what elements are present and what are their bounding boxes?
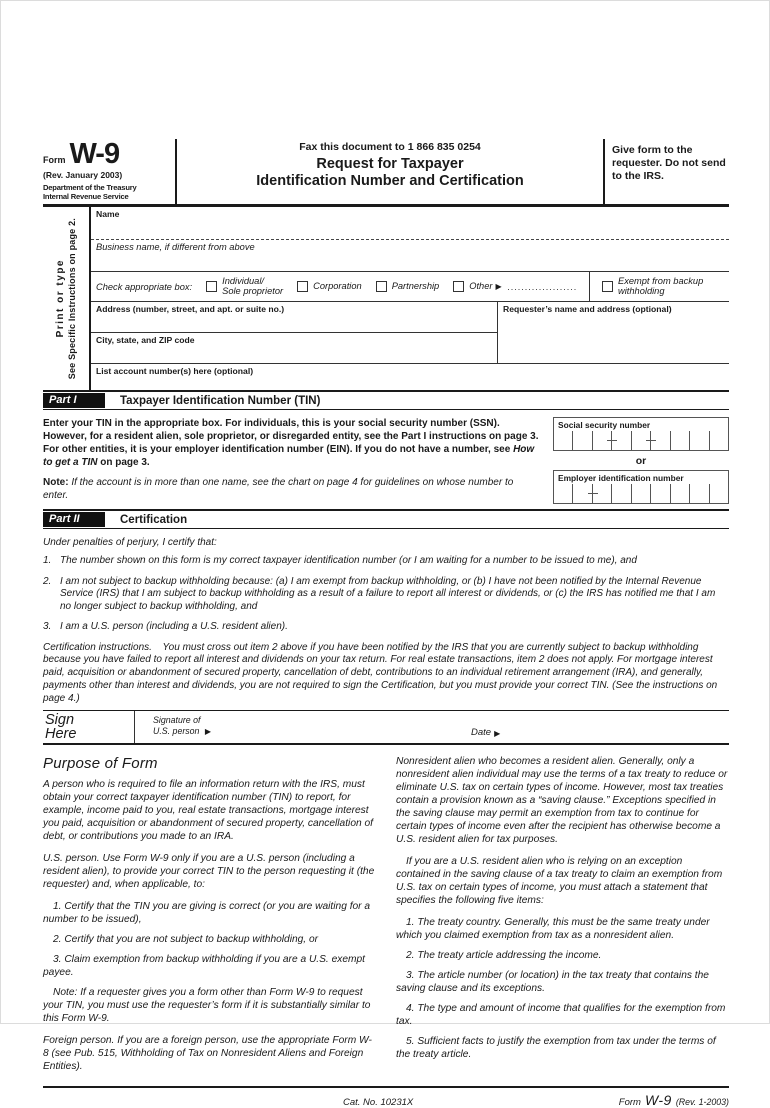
print-or-type-label: Print or type bbox=[55, 259, 66, 338]
signature-label-line2: U.S. person bbox=[153, 725, 200, 736]
ssn-digit-cell[interactable] bbox=[709, 431, 728, 450]
city-state-zip-label: City, state, and ZIP code bbox=[96, 335, 195, 345]
certification-instructions-label: Certification instructions. bbox=[43, 641, 152, 653]
left-sidebar bbox=[43, 207, 89, 390]
business-name-label: Business name, if different from above bbox=[96, 242, 255, 252]
see-instructions-label: See Specific Instructions on page 2. bbox=[67, 217, 77, 380]
tin-instructions: Enter your TIN in the appropriate box. For individuals, this is your social security number (SSN). However, for a resident alien, sole proprietor, or disregarded entity, see the Part I instructions on page 3. For other entities, it is your employer identification number (EIN). If you do not have a number, see bbox=[43, 418, 539, 455]
item-number: 1. bbox=[43, 555, 52, 566]
ein-label: Employer identification number bbox=[558, 473, 684, 483]
fax-instruction: Fax this document to 1 866 835 0254 bbox=[299, 141, 481, 153]
requester-field[interactable] bbox=[498, 302, 729, 363]
signature-label-line1: Signature of bbox=[153, 715, 201, 726]
date-field[interactable] bbox=[471, 711, 729, 743]
form-footer bbox=[43, 1086, 729, 1108]
part1-badge: Part I bbox=[43, 393, 105, 408]
agency-line: Internal Revenue Service bbox=[43, 191, 129, 201]
form-header bbox=[43, 139, 729, 207]
exempt-label: Exempt from backup withholding bbox=[618, 276, 704, 296]
ein-digit-cell[interactable] bbox=[592, 484, 611, 503]
form-body bbox=[43, 139, 729, 1108]
treaty-item-4: 4. The type and amount of income that qualifies for the exemption from tax. bbox=[396, 1003, 726, 1028]
ein-digit-cell[interactable] bbox=[650, 484, 669, 503]
footer-revision: (Rev. 1-2003) bbox=[675, 1097, 729, 1108]
exempt-backup-cell bbox=[589, 272, 729, 301]
requester-label: Requester’s name and address (optional) bbox=[503, 304, 672, 314]
ssn-digit-cell[interactable] bbox=[650, 431, 669, 450]
form-word-label: Form bbox=[43, 155, 66, 165]
item-text: I am not subject to backup withholding because: (a) I am exempt from backup withholding, or (b) I have not been notified by the Internal Revenue Service (IRS) that I am subject to backup withholding as a result of a failure to report all interest or dividends, or (c) the IRS has notified me that I am no longer subject to backup withholding, and bbox=[60, 575, 716, 612]
certification-item-1 bbox=[43, 555, 729, 568]
signature-arrow-icon: ▶ bbox=[204, 726, 212, 736]
treaty-item-2: 2. The treaty article addressing the income. bbox=[406, 950, 602, 962]
requester-note-paragraph bbox=[43, 986, 376, 1025]
sign-here-label bbox=[43, 711, 135, 743]
tin-boxes bbox=[553, 417, 729, 504]
other-label: Other bbox=[469, 280, 493, 291]
form-title-line2: Identification Number and Certification bbox=[256, 173, 524, 189]
foreign-person-label: Foreign person. bbox=[43, 1035, 115, 1047]
purpose-heading: Purpose of Form bbox=[43, 755, 158, 773]
entry-fields-section bbox=[43, 207, 729, 390]
nonresident-alien-label: Nonresident alien who becomes a resident alien. bbox=[396, 756, 616, 768]
entity-type-row bbox=[91, 272, 729, 302]
other-checkbox[interactable] bbox=[453, 281, 464, 292]
certification-instructions-text: You must cross out item 2 above if you have been notified by the IRS that you are currently subject to backup withholding because you have failed to report all interest and dividends on your tax return. For real estate transactions, item 2 does not apply. For mortgage interest paid, acquisition or abandonment of secured property, cancellation of debt, contributions to an individual retirement arrangement (IRA), and generally, payments other than interest and dividends, you are not required to sign the Certification, but you must provide your correct TIN. (See the instructions on page 4.) bbox=[43, 641, 718, 704]
check-box-instruction: Check appropriate box: bbox=[96, 281, 193, 292]
ein-digit-cell[interactable] bbox=[689, 484, 708, 503]
footer-form-id bbox=[619, 1092, 729, 1108]
how-to-get-tin-ref: How to get a TIN bbox=[43, 444, 535, 468]
field-rows bbox=[89, 207, 729, 390]
us-person-paragraph bbox=[43, 852, 376, 891]
catalog-number: Cat. No. 10231X bbox=[343, 1097, 414, 1108]
other-specify-line[interactable]: .................... bbox=[507, 281, 578, 292]
instructions-columns bbox=[43, 755, 729, 1082]
name-label: Name bbox=[96, 209, 120, 219]
account-numbers-field[interactable] bbox=[91, 364, 729, 390]
nonresident-alien-text: Generally, only a nonresident alien individual may use the terms of a tax treaty to reduce or eliminate U.S. tax on certain types of income. However, most tax treaties contain a provision known as a “saving clause.” Exceptions specified in the saving clause may permit an exemption from tax to continue for certain types of income even after the recipient has otherwise become a U.S. resident alien for tax purposes. bbox=[396, 756, 728, 846]
ein-digit-cell[interactable] bbox=[554, 484, 572, 503]
corporation-checkbox[interactable] bbox=[297, 281, 308, 292]
sign-word: Sign bbox=[45, 712, 75, 729]
individual-label-line1: Individual/ bbox=[222, 276, 264, 286]
footer-form-word: Form bbox=[618, 1097, 641, 1108]
purpose-paragraph-1: A person who is required to file an information return with the IRS, must obtain your correct taxpayer identification number (TIN) to report, for example, income paid to you, real estate transactions, mortgage interest you paid, acquisition or abandonment of secured property, cancellation of debt, or contributions you made to an IRA. bbox=[43, 779, 373, 843]
part2-badge: Part II bbox=[43, 512, 105, 527]
ssn-label: Social security number bbox=[558, 420, 651, 430]
item-text: I am a U.S. person (including a U.S. resident alien). bbox=[60, 621, 288, 632]
part1-note-text: If the account is in more than one name, see the chart on page 4 for guidelines on whose number to enter. bbox=[43, 477, 514, 501]
part2-header bbox=[43, 509, 729, 529]
ein-digit-cell[interactable] bbox=[670, 484, 689, 503]
part1-note-label: Note: bbox=[43, 477, 69, 488]
item-text: The number shown on this form is my correct taxpayer identification number (or I am waiting for a number to be issued to me), and bbox=[60, 555, 637, 566]
certification-item-2 bbox=[43, 576, 729, 614]
address-requester-block bbox=[91, 302, 729, 364]
part1-header bbox=[43, 390, 729, 410]
us-person-label: U.S. person. bbox=[43, 853, 100, 865]
or-separator: or bbox=[635, 455, 647, 467]
ssn-digit-cell[interactable] bbox=[572, 431, 591, 450]
account-numbers-label: List account number(s) here (optional) bbox=[96, 366, 254, 376]
individual-checkbox[interactable] bbox=[206, 281, 217, 292]
exempt-checkbox[interactable] bbox=[602, 281, 613, 292]
certification-item-3 bbox=[43, 621, 729, 634]
certification-instructions bbox=[43, 642, 729, 706]
corporation-label: Corporation bbox=[313, 280, 362, 291]
item-number: 3. bbox=[43, 621, 52, 632]
address-field[interactable] bbox=[91, 302, 497, 333]
individual-label-line2: Sole proprietor bbox=[222, 285, 284, 296]
purpose-item-1: 1. Certify that the TIN you are giving is correct (or you are waiting for a number to be issued), bbox=[43, 901, 371, 926]
form-title-block bbox=[177, 139, 603, 204]
treaty-item-5: 5. Sufficient facts to justify the exemption from tax under the terms of the treaty article. bbox=[396, 1036, 716, 1061]
address-label: Address (number, street, and apt. or suite no.) bbox=[96, 304, 285, 314]
requester-note-text: If a requester gives you a form other than Form W-9 to request your TIN, you must use the requester’s form if it is substantially similar to this Form W-9. bbox=[43, 987, 371, 1025]
form-id-block bbox=[43, 139, 177, 204]
department-line: Department of the Treasury bbox=[43, 183, 137, 192]
part1-title: Taxpayer Identification Number (TIN) bbox=[120, 394, 321, 407]
ein-digit-cell[interactable] bbox=[631, 484, 650, 503]
saving-clause-paragraph: If you are a U.S. resident alien who is relying on an exception contained in the saving clause of a tax treaty to claim an exemption from U.S. tax on certain types of income, you must attach a statement that specifies the following five items: bbox=[396, 856, 723, 907]
give-form-note: Give form to the requester. Do not send to the IRS. bbox=[603, 139, 729, 204]
revision-label: (Rev. January 2003) bbox=[43, 170, 123, 180]
treaty-item-3: 3. The article number (or location) in the tax treaty that contains the saving clause and its exceptions. bbox=[396, 970, 709, 995]
item-number: 2. bbox=[43, 575, 52, 587]
ssn-digit-cell[interactable] bbox=[611, 431, 630, 450]
purpose-item-3: 3. Claim exemption from backup withholding if you are a U.S. exempt payee. bbox=[43, 954, 365, 979]
partnership-checkbox[interactable] bbox=[376, 281, 387, 292]
partnership-label: Partnership bbox=[391, 280, 440, 291]
part2-title: Certification bbox=[120, 513, 188, 526]
business-name-field[interactable] bbox=[91, 240, 729, 272]
name-field[interactable] bbox=[91, 207, 729, 240]
requester-note-label: Note: bbox=[53, 987, 78, 999]
date-arrow-icon: ▶ bbox=[494, 729, 501, 739]
ein-box bbox=[553, 470, 729, 504]
ein-digit-cell[interactable] bbox=[611, 484, 630, 503]
foreign-person-text: If you are a foreign person, use the appropriate Form W-8 (see Pub. 515, Withholding of Tax on Nonresident Aliens and Foreign Entities). bbox=[43, 1035, 372, 1073]
us-person-text: Use Form W-9 only if you are a U.S. person (including a resident alien), to provide your correct TIN to the person requesting it (the requester) and, when applicable, to: bbox=[43, 853, 375, 891]
form-number: W-9 bbox=[69, 138, 120, 170]
tin-instructions-end: on page 3. bbox=[100, 457, 150, 468]
ein-digit-cell[interactable] bbox=[709, 484, 728, 503]
ssn-box bbox=[553, 417, 729, 451]
nonresident-alien-paragraph bbox=[396, 755, 729, 846]
certification-intro: Under penalties of perjury, I certify that: bbox=[43, 537, 217, 548]
here-word: Here bbox=[45, 726, 77, 743]
other-arrow-icon: ▶ bbox=[495, 282, 502, 291]
sign-here-section bbox=[43, 710, 729, 745]
purpose-item-2: 2. Certify that you are not subject to backup withholding, or bbox=[53, 934, 319, 946]
certification-section bbox=[43, 529, 729, 707]
right-column bbox=[396, 755, 729, 1082]
date-label: Date bbox=[471, 727, 492, 739]
ssn-digit-cell[interactable] bbox=[554, 431, 572, 450]
treaty-item-1: 1. The treaty country. Generally, this must be the same treaty under which you claimed exemption from tax as a nonresident alien. bbox=[396, 917, 710, 942]
city-state-zip-field[interactable] bbox=[91, 333, 497, 363]
ssn-digit-cell[interactable] bbox=[689, 431, 708, 450]
ssn-digit-cell[interactable] bbox=[670, 431, 689, 450]
signature-field[interactable] bbox=[135, 711, 471, 743]
footer-form-number: W-9 bbox=[644, 1092, 672, 1108]
foreign-person-paragraph bbox=[43, 1034, 376, 1073]
part1-body bbox=[43, 410, 729, 509]
form-title-line1: Request for Taxpayer bbox=[316, 156, 464, 172]
left-column bbox=[43, 755, 376, 1082]
